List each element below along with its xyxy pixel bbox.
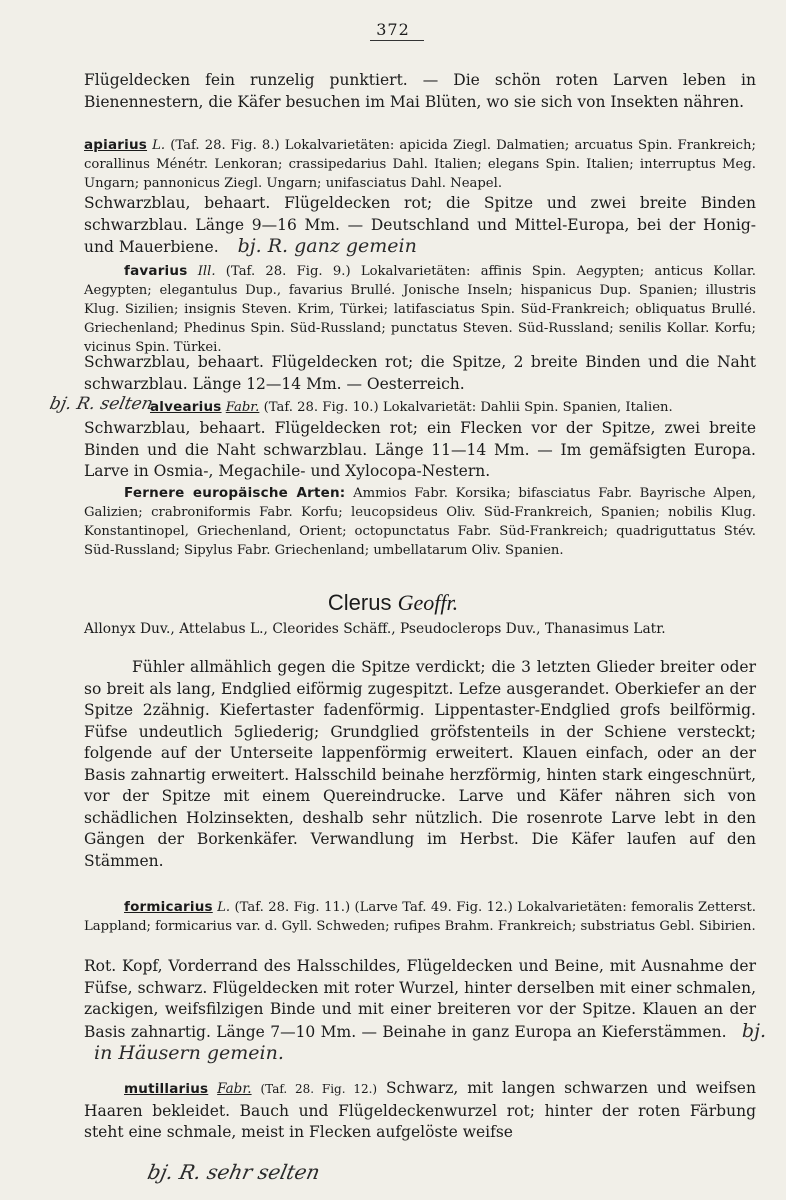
species-mutillarius-entry	[84, 1078, 756, 1144]
description-text: Schwarz, mit langen schwarzen und weifsen Haaren bekleidet. Bauch und Flügeldeckenwurzel rot; hinter der roten Färbung steht eine schmale, meist in Flecken aufgelöste weifse	[84, 1079, 756, 1141]
plate-reference: (Taf. 28. Fig. 8.)	[170, 138, 280, 153]
page-number: 372	[376, 20, 410, 39]
species-author: L.	[152, 138, 166, 153]
species-apiarius-entry	[84, 136, 756, 193]
species-name: alvearius	[150, 399, 222, 415]
local-varieties: Lokalvarietäten: apicida Ziegl. Dalmatien; arcuatus Spin. Frankreich; corallinus Ménétr. Lenkoran; crassipedarius Dahl. Italien; elegans Spin. Italien; interruptus Meg. Ungarn; pannonicus Ziegl. Ungarn; unifasciatus Dahl. Neapel.	[84, 138, 756, 191]
species-favarius-entry	[84, 262, 756, 357]
plate-reference: (Taf. 28. Fig. 11.) (Larve Taf. 49. Fig. 12.)	[234, 900, 513, 915]
species-author: Fabr.	[217, 1081, 252, 1097]
description-text: Rot. Kopf, Vorderrand des Halsschildes, Flügeldecken und Beine, mit Ausnahme der Füfse, schwarz. Flügeldecken mit roter Wurzel, hinter derselben mit einer schmalen, zackigen, weifsfilzigen Binde und mit einer breiteren vor der Spitze. Klauen an der Basis zahnartig. Länge 7—10 Mm. — Beinahe in ganz Europa an Kieferstämmen.	[84, 957, 756, 1041]
local-varieties: Lokalvarietäten: femoralis Zetterst. Lappland; formicarius var. d. Gyll. Schweden; rufipes Brahm. Frankreich; substriatus Gebl. Sibirien.	[84, 900, 756, 934]
page-number-rule	[370, 40, 424, 41]
handwritten-note: bj. in Häusern gemein.	[94, 1019, 767, 1064]
plate-reference: (Taf. 28. Fig. 10.)	[263, 400, 379, 415]
species-name: apiarius	[84, 137, 148, 153]
description-text: Schwarzblau, behaart. Flügeldecken rot; die Spitze und zwei breite Binden schwarzblau. Länge 9—16 Mm. — Deutschland und Mittel-Europa, bei der Honig- und Mauerbiene.	[84, 194, 756, 256]
handwritten-note: bj. R. ganz gemein	[237, 235, 417, 257]
species-favarius-description: Schwarzblau, behaart. Flügeldecken rot; die Spitze, 2 breite Binden und die Naht schwarzblau. Länge 12—14 Mm. — Oesterreich.	[84, 353, 756, 393]
genus-synonyms: Allonyx Duv., Attelabus L., Cleorides Schäff., Pseudoclerops Duv., Thanasimus Latr.	[84, 621, 666, 637]
plate-reference: (Taf. 28. Fig. 12.)	[260, 1082, 378, 1096]
handwritten-note: bj. R. sehr selten	[145, 1160, 323, 1184]
plate-reference: (Taf. 28. Fig. 9.)	[225, 264, 351, 279]
species-apiarius-description	[84, 193, 756, 259]
species-name: favarius	[124, 263, 188, 279]
genus-description: Fühler allmählich gegen die Spitze verdickt; die 3 letzten Glieder breiter oder so breit als lang, Endglied eiförmig zugespitzt. Lefze ausgerandet. Oberkiefer an der Spitze 2zähnig. Kiefertaster fadenförmig. Lippentaster-Endglied grofs beilförmig. Füfse undeutlich 5gliederig; Grundglied gröfstenteils in der Schiene versteckt; folgende auf der Unterseite lappenförmig erweitert. Klauen einfach, oder an der Basis zahnartig erweitert. Halsschild beinahe herzförmig, hinten stark eingeschnürt, vor der Spitze mit einem Quereindrucke. Larve und Käfer nähren sich von schädlichen Holzinsekten, deshalb sehr nützlich. Die rosenrote Larve lebt in den Gängen der Borkenkäfer. Verwandlung im Herbst. Die Käfer laufen auf den Stämmen.	[84, 658, 756, 870]
genus-name: Clerus	[327, 590, 392, 615]
species-name: mutillarius	[124, 1081, 209, 1097]
further-species-text: Ammios Fabr. Korsika; bifasciatus Fabr. Bayrische Alpen, Galizien; crabroniformis Fabr. Korfu; leucopsideus Oliv. Süd-Frankreich, Spanien; nobilis Klug. Konstantinopel, Griechenland, Orient; octopunctatus Fabr. Süd-Frankreich; quadriguttatus Stév. Süd-Russland; Sipylus Fabr. Griechenland; umbellatarum Oliv. Spanien.	[84, 486, 756, 558]
species-formicarius-description	[84, 956, 767, 1066]
local-varieties: Lokalvarietäten: affinis Spin. Aegypten; anticus Kollar. Aegypten; elegantulus Dup., favarius Brullé. Jonische Inseln; hispanicus Dup. Spanien; illustris Klug. Sizilien; insignis Steven. Krim, Türkei; latifasciatus Spin. Süd-Frankreich; obliquatus Brullé. Griechenland; Phedinus Spin. Süd-Russland; punctatus Steven. Süd-Russland; senilis Kollar. Korfu; vicinus Spin. Türkei.	[84, 264, 756, 355]
intro-paragraph: Flügeldecken fein runzelig punktiert. — Die schön roten Larven leben in Bienennestern, die Käfer besuchen im Mai Blüten, wo sie sich von Insekten nähren.	[84, 71, 756, 111]
genus-author: Geoffr.	[397, 590, 459, 615]
species-formicarius-entry	[84, 898, 756, 936]
handwritten-note: bj. R. selten	[47, 394, 155, 414]
genus-heading	[0, 590, 786, 616]
further-species-paragraph	[84, 484, 756, 560]
species-alvearius-description: Schwarzblau, behaart. Flügeldecken rot; ein Flecken vor der Spitze, zwei breite Binden und die Naht schwarzblau. Länge 11—14 Mm. — Im gemäfsigten Europa. Larve in Osmia-, Megachile- und Xylocopa-Nestern.	[84, 419, 756, 480]
species-author: L.	[217, 900, 231, 915]
species-name: formicarius	[124, 899, 213, 915]
further-species-label: Fernere europäische Arten:	[124, 485, 346, 501]
species-author: Fabr.	[225, 400, 260, 415]
species-author: Ill.	[197, 264, 216, 279]
local-varieties: Lokalvarietät: Dahlii Spin. Spanien, Italien.	[382, 400, 673, 415]
species-alvearius-entry	[84, 398, 756, 417]
